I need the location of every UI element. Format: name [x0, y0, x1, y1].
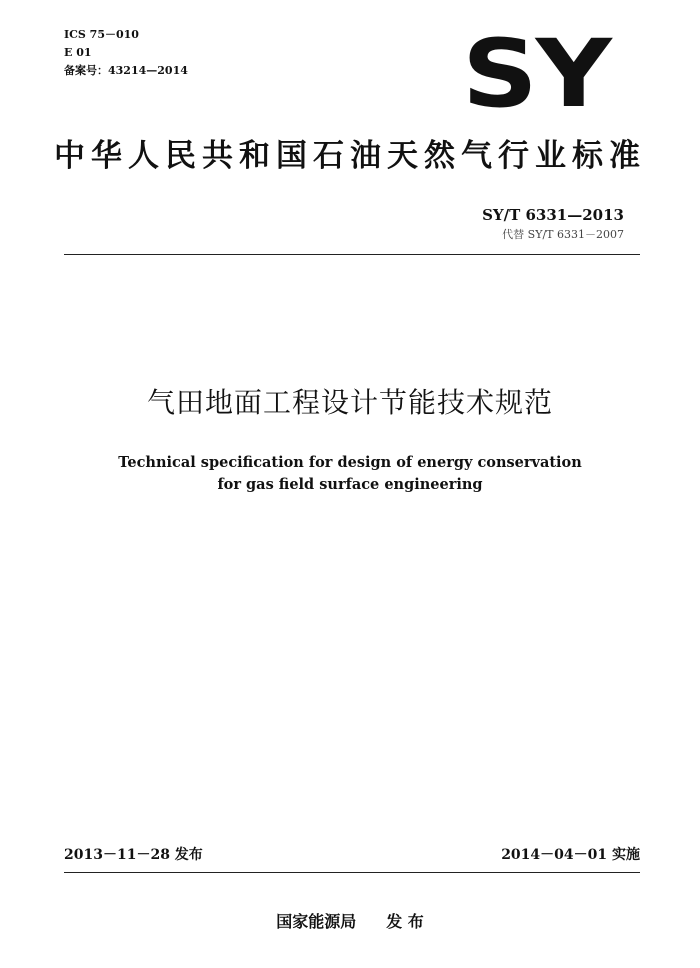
- english-title-line-1: Technical specification for design of energy conservation: [118, 454, 582, 471]
- top-divider: [64, 254, 640, 255]
- record-number: 备案号：43214—2014: [64, 64, 188, 77]
- english-title: [0, 452, 700, 496]
- english-title-line-2: for gas field surface engineering: [217, 476, 483, 493]
- issue-date: 2013－11－28 发布: [64, 847, 203, 863]
- publisher-name: 国家能源局: [276, 912, 357, 931]
- implementation-date: 2014－04－01 实施: [501, 847, 640, 863]
- ics-code: ICS 75－010: [64, 28, 139, 41]
- standard-number: SY/T 6331—2013: [482, 206, 624, 224]
- publisher-line: [0, 912, 700, 932]
- bottom-divider: [64, 872, 640, 873]
- replaces-standard: 代替 SY/T 6331－2007: [502, 228, 624, 241]
- publisher-action: 发 布: [386, 912, 424, 931]
- standard-category-title: 中华人民共和国石油天然气行业标准: [54, 138, 646, 174]
- ccs-code: E 01: [64, 46, 92, 59]
- sy-logo: SY: [462, 20, 610, 129]
- chinese-title: 气田地面工程设计节能技术规范: [146, 386, 553, 419]
